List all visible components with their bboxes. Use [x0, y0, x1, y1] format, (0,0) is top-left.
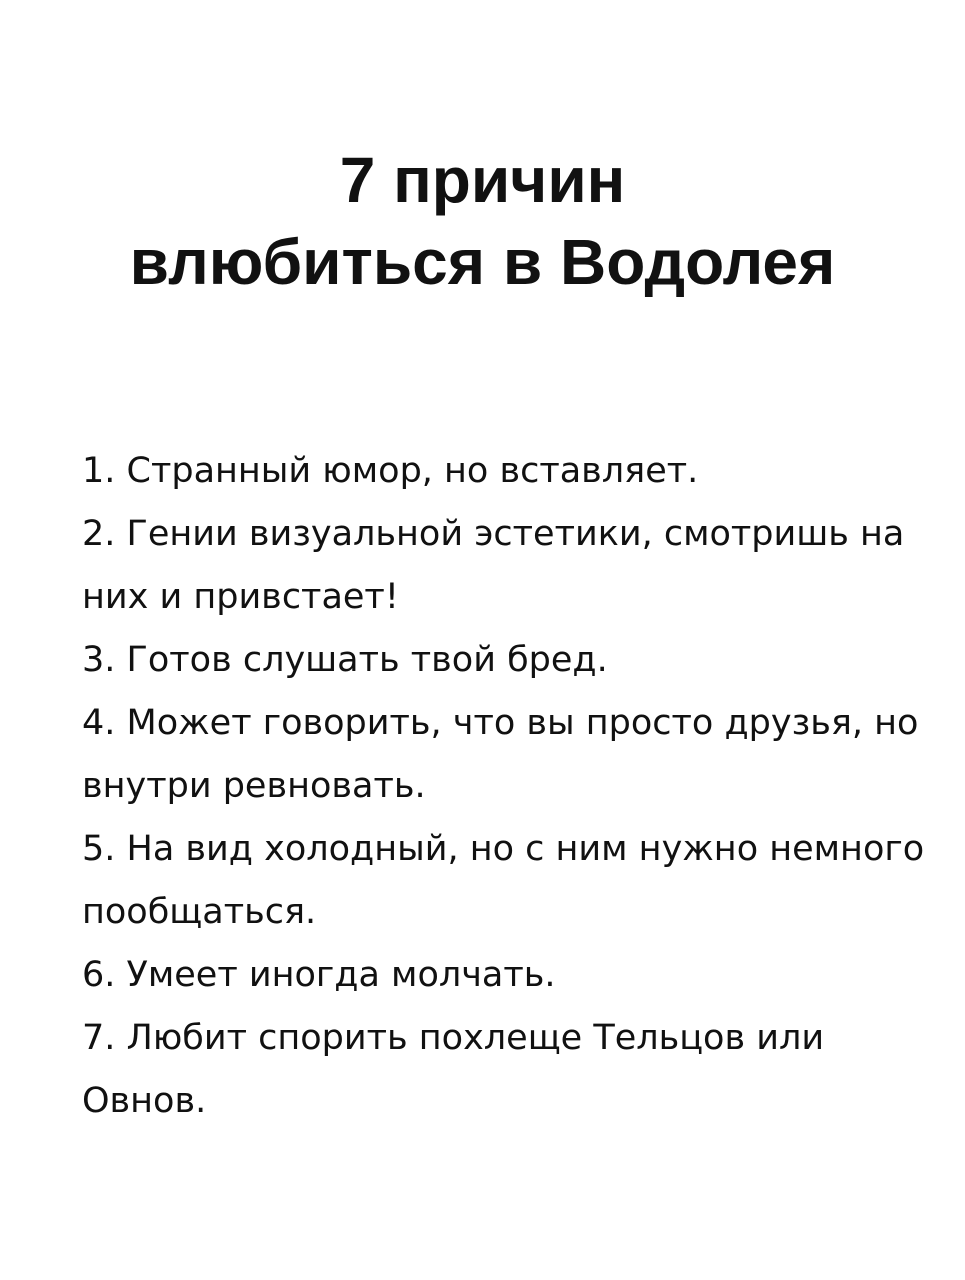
title-line-2: влюбиться в Водолея — [129, 225, 836, 298]
list-item: 7. Любит спорить похлеще Тельцов или Овнов. — [82, 1018, 825, 1121]
reasons-list — [82, 440, 942, 1133]
list-item: 5. На вид холодный, но с ним нужно немного пообщаться. — [82, 829, 925, 932]
list-item: 6. Умеет иногда молчать. — [82, 955, 556, 995]
list-item: 4. Может говорить, что вы просто друзья, но внутри ревновать. — [82, 703, 919, 806]
page-title — [0, 140, 965, 304]
list-item: 2. Гении визуальной эстетики, смотришь на них и привстает! — [82, 514, 905, 617]
title-line-1: 7 причин — [339, 144, 626, 216]
list-item: 1. Странный юмор, но вставляет. — [82, 451, 699, 491]
list-item: 3. Готов слушать твой бред. — [82, 640, 608, 680]
